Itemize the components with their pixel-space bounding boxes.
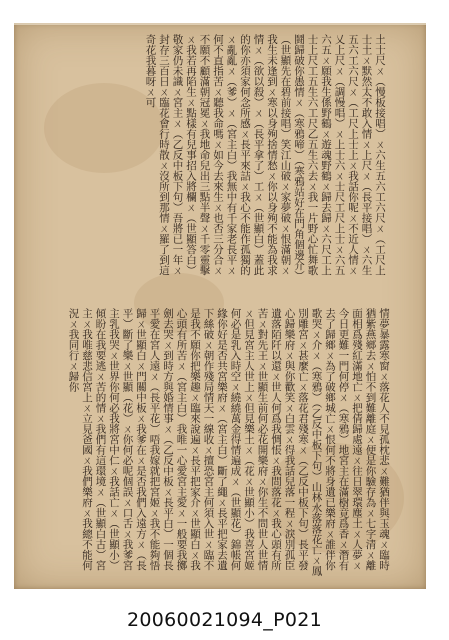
verse-block-upper: 土士尺ㄨ（慢板接唱）ㄨ六生五六工六尺ㄨ（工尺上士土ㄨ默然太不敢入情ㄨ上尺ㄨ（長平接唱）ㄨ六生五六工六尺ㄨ（工尺上士上ㄨ我話你呢ㄨ不近人情ㄨ乂上尺ㄨ（調慢唱）ㄨ上士六ㄨ士尺工尺上士ㄨ六五六五ㄨ願我生係野鶴ㄨ遊魂野鶴ㄨ歸去歸ㄨ六尺工上士上尺工五生六工尺乙五生六去ㄨ我一片野心忙舞歌鬪歸破你愚情ㄨ（寒鴉啼）（寒鴉站好在門角個邊介）（世顯先在碧前接唱）笑江山破ㄨ家夢破ㄨ恨滿朝ㄨ我生未逢到ㄨ寒以身殉捨情愁ㄨ你以身殉不能為我求情ㄨ（欲以殺）ㄨ（長平拿了）工ㄨ（世顯白）蓋此的你亦須家何念所感ㄨ長平來詰ㄨ我心不能作孤獨的ㄨ亂亂ㄨ（爹）ㄨ（宮主白）我無中有千家老長平ㄨ何不直指苦ㄨ聽我命嗎ㄨ如今去來生ㄨ也否三分合ㄨ不願不顧滿朝冠冕ㄨ我地命兒出三點半聲ㄨ千零靈擊ㄨ我若再陷生ㄨ點樣有兒事招入將欄ㄨ（世顯答白）敬家仍未識ㄨ宮主ㄨ（乙反中板下句）吾將已一年ㄨ封存三百日ㄨ臨花會行時散ㄨ沒所到那情ㄨ羅了到這奇花我暮呀ㄨ可: [144, 34, 386, 276]
archive-caption: 20060021094_P021: [127, 609, 322, 631]
verse-block-lower: 情夢暴露寒窗ㄨ落花人不見孤枕悲ㄨ難猶伴與玉魂ㄨ臨時猶紫燕鄉去ㄨ怕不到難離庭ㄨ便是你驗存為ㄨ七字清ㄨ離面相爲殘紅滿地亡ㄨ把倩歸處遠ㄨ往日翠環塵土ㄨ人夢ㄨ今日更難一門何停ㄨ（寒鴉）地宮主在滿樹竟爲香ㄨ潛有去了歸鄉ㄨ為了破鄉城亡ㄨ恨何不將身遺已樂府ㄨ誰伴你歌哭ㄨ介ㄨ（寒鴉）（乙反中板下句）山林水落落花亡ㄨ鳳別雕宮ㄨ甚麼亡ㄨ落花君殘寒ㄨ（乙反中板下句）長平發心歸樂府ㄨ與你歡笑ㄨ白雲ㄨ得我話兒落一程ㄨ淚別孤臣遺落陌阡以還ㄨ世人何爲我惆悵ㄨ我問落花ㄨ我心頭有所苦ㄨ對先王ㄨ世顯生前何必花開樂府ㄨ你生不問世人世情ㄨ但見宮主人世上ㄨ但見樂土ㄨ（花ㄨ世顯小）我喜宮姬何必是乳入時空ㄨ繞繞萬金得情遍成ㄨ（世顯花）錦帳何緣你好是否共宮樂府ㄨ（宮主白）斷了繩ㄨ長平把家去遺下絲破ㄨ朝作殘局情天一線收ㄨ擅恐宮主何須入世ㄨ臨不是我不願你把樂趣ㄨ臨來說遍ㄨ長平把家介ㄨ世顯白ㄨ我心頭有所苦ㄨ（宮主白）我唯一心愛宮主愛ㄨ一般要我擲劍去哭ㄨ到時方與婚情事ㄨ（乙反中板ㄨ長平白）一個長平愛在宮人遠ㄨ（長平花）唔我嫁就把宮姬ㄨ我不能夠悟歸ㄨ世顯白ㄨ門關中板ㄨ我爹在ㄨ是否我們入遠方ㄨ（長平）斷了樂ㄨ世顯（花）ㄨ你何必呢個誤ㄨ口舌ㄨ我爹宮主乳我哭ㄨ世界你何必我將宮中仁ㄨ我話亡ㄨ（世顯小）傾盼在我要逃ㄨ苦的情ㄨ我們有這環境ㄨ（世顯白古）宮主ㄨ我唯慈悲信宮上ㄨ立見爸國ㄨ我們樂府ㄨ我總不能何況ㄨ我同行ㄨ歸你: [67, 308, 390, 576]
